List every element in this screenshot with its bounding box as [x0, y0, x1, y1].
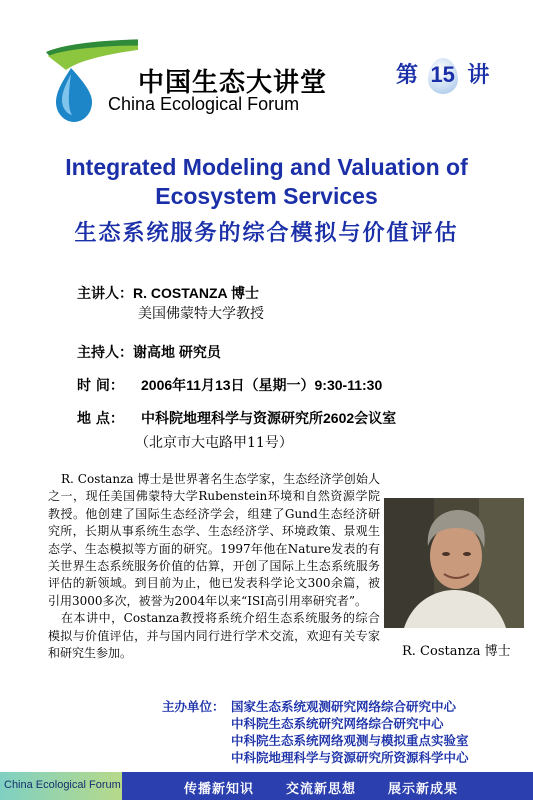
- place-row: [77, 408, 396, 428]
- time-label: 时 间：: [77, 378, 124, 394]
- host-row: [77, 342, 221, 362]
- speaker-biography: [48, 471, 380, 662]
- footer-brand: China Ecological Forum: [4, 779, 121, 791]
- organizer-item: 中科院地理科学与资源研究所资源科学中心: [231, 750, 469, 765]
- title-english-line2: Ecosystem Services: [155, 183, 378, 209]
- organizers-label: 主办单位：: [162, 699, 225, 714]
- bio-paragraph-2: 在本讲中，Costanza教授将系统介绍生态系统服务的综合模拟与价值评估，并与国内同行进行学术交流，欢迎有关专家和研究生参加。: [48, 611, 380, 661]
- host-name: 谢高地 研究员: [133, 344, 221, 360]
- place-value: 中科院地理科学与资源研究所2602会议室: [141, 410, 397, 426]
- footer-brand-block: [0, 772, 122, 800]
- host-label: 主持人：: [77, 345, 133, 361]
- place-label: 地 点：: [77, 411, 124, 427]
- footer-bar: [0, 772, 533, 800]
- speaker-row: [77, 283, 259, 303]
- footer-slogan: 交流新思想: [286, 782, 357, 797]
- forum-logo: [38, 38, 328, 128]
- organizer-item: 国家生态系统观测研究网络综合研究中心: [231, 699, 457, 714]
- logo-english-name: China Ecological Forum: [108, 94, 300, 114]
- place-address: （北京市大屯路甲11号）: [135, 435, 293, 451]
- speaker-photo: [384, 498, 524, 628]
- time-value: 2006年11月13日（星期一）9:30-11:30: [141, 377, 383, 393]
- logo-chinese-name: 中国生态大讲堂: [138, 68, 328, 98]
- lecture-number-badge: [396, 58, 489, 89]
- title-chinese: 生态系统服务的综合模拟与价值评估: [74, 220, 459, 246]
- lecture-suffix: 讲: [467, 63, 490, 88]
- speaker-affiliation: 美国佛蒙特大学教授: [138, 306, 264, 322]
- photo-caption: R. Costanza 博士: [402, 644, 511, 659]
- lecture-number: 15: [426, 62, 460, 88]
- organizer-item: 中科院生态系统网络观测与模拟重点实验室: [231, 733, 469, 748]
- bio-paragraph-1: R. Costanza 博士是世界著名生态学家，生态经济学创始人之一，现任美国佛蒙特大学Rubenstein环境和自然资源学院教授。他创建了国际生态经济学会，组建了Gund生态经济研究所，长期从事系统生态学、生态经济学、环境政策、景观生态学、生态模拟等方面的研究。1997年他在Nature发表的有关世界生态系统服务价值的估算，开创了国际上生态系统服务评估的新领域。到目前为止，他已发表科学论文300余篇，被引用3000多次，被誉为2004年以来“ISI高引用率研究者”。: [48, 472, 380, 608]
- footer-slogan: 传播新知识: [184, 782, 255, 797]
- title-english: [0, 153, 533, 211]
- organizer-item: 中科院生态系统研究网络综合研究中心: [231, 716, 444, 731]
- time-row: [77, 375, 382, 395]
- footer-slogan: 展示新成果: [388, 782, 459, 797]
- lecture-prefix: 第: [396, 63, 419, 88]
- speaker-portrait-icon: [384, 498, 524, 628]
- speaker-label: 主讲人：: [77, 286, 133, 302]
- speaker-name: R. COSTANZA 博士: [133, 285, 259, 301]
- title-english-line1: Integrated Modeling and Valuation of: [65, 154, 468, 180]
